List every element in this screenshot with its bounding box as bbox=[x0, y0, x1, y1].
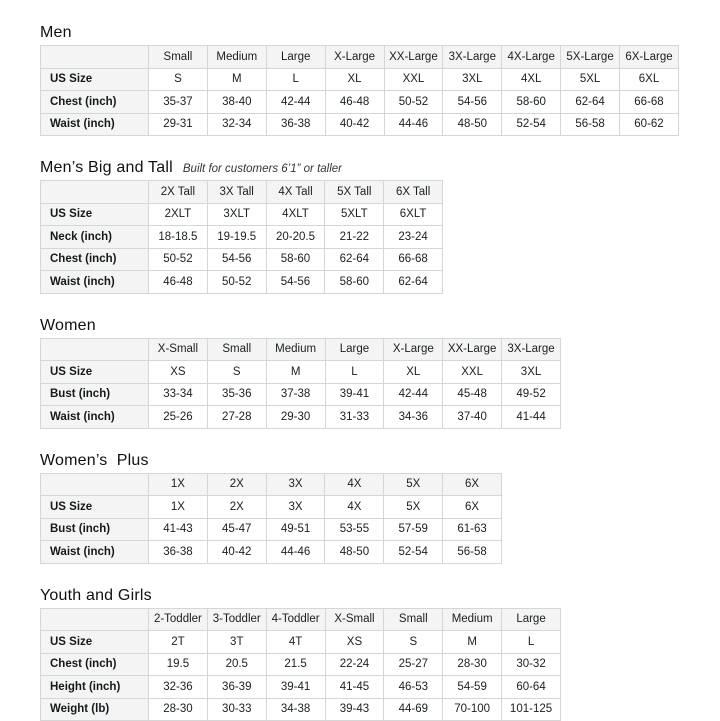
data-cell: 58-60 bbox=[266, 248, 325, 271]
data-cell: 57-59 bbox=[384, 518, 443, 541]
table-row bbox=[41, 271, 443, 294]
column-header: Small bbox=[149, 46, 208, 69]
row-label: US Size bbox=[41, 361, 149, 384]
data-cell: 32-34 bbox=[207, 113, 266, 136]
column-header: 6X-Large bbox=[620, 46, 679, 69]
mens-big-and-tall-section bbox=[40, 159, 700, 294]
data-cell: XS bbox=[149, 361, 208, 384]
data-cell: 62-64 bbox=[325, 248, 384, 271]
table-row bbox=[41, 496, 502, 519]
row-label: Bust (inch) bbox=[41, 383, 149, 406]
header-row bbox=[41, 46, 679, 69]
women-section bbox=[40, 317, 700, 429]
data-cell: 35-37 bbox=[149, 91, 208, 114]
data-cell: XL bbox=[325, 68, 384, 91]
data-cell: 2T bbox=[149, 631, 208, 654]
data-cell: 54-56 bbox=[443, 91, 502, 114]
column-header: Large bbox=[266, 46, 325, 69]
column-header: Medium bbox=[207, 46, 266, 69]
data-cell: 39-41 bbox=[266, 676, 325, 699]
row-label: Chest (inch) bbox=[41, 91, 149, 114]
row-label: Bust (inch) bbox=[41, 518, 149, 541]
data-cell: 101-125 bbox=[502, 698, 561, 721]
table-row bbox=[41, 698, 561, 721]
data-cell: 29-30 bbox=[266, 406, 325, 429]
data-cell: 22-24 bbox=[325, 653, 384, 676]
women-size-table bbox=[40, 338, 561, 429]
data-cell: M bbox=[207, 68, 266, 91]
column-header: XX-Large bbox=[443, 338, 502, 361]
data-cell: 34-38 bbox=[266, 698, 325, 721]
column-header: 2X Tall bbox=[149, 181, 208, 204]
data-cell: 48-50 bbox=[443, 113, 502, 136]
column-header: Large bbox=[325, 338, 384, 361]
data-cell: 42-44 bbox=[266, 91, 325, 114]
data-cell: 37-38 bbox=[266, 383, 325, 406]
womens-plus-size-table bbox=[40, 473, 502, 564]
column-header: Medium bbox=[266, 338, 325, 361]
data-cell: 6XLT bbox=[384, 203, 443, 226]
youth-and-girls-size-table bbox=[40, 608, 561, 721]
row-label: Height (inch) bbox=[41, 676, 149, 699]
header-row bbox=[41, 473, 502, 496]
column-header: 3X-Large bbox=[443, 46, 502, 69]
column-header: 6X Tall bbox=[384, 181, 443, 204]
data-cell: 44-46 bbox=[384, 113, 443, 136]
data-cell: 54-56 bbox=[266, 271, 325, 294]
data-cell: 36-38 bbox=[266, 113, 325, 136]
data-cell: 52-54 bbox=[384, 541, 443, 564]
data-cell: XXL bbox=[443, 361, 502, 384]
data-cell: 50-52 bbox=[149, 248, 208, 271]
data-cell: 56-58 bbox=[561, 113, 620, 136]
women-title-row bbox=[40, 317, 700, 334]
column-header: 4-Toddler bbox=[266, 608, 325, 631]
data-cell: 28-30 bbox=[149, 698, 208, 721]
section-title-womens-plus: Women’s Plus bbox=[40, 452, 149, 469]
column-header: 2-Toddler bbox=[149, 608, 208, 631]
data-cell: 46-48 bbox=[325, 91, 384, 114]
data-cell: 60-64 bbox=[502, 676, 561, 699]
data-cell: 27-28 bbox=[207, 406, 266, 429]
data-cell: 30-33 bbox=[207, 698, 266, 721]
section-title-women: Women bbox=[40, 317, 96, 334]
corner-cell bbox=[41, 181, 149, 204]
table-row bbox=[41, 91, 679, 114]
data-cell: 20.5 bbox=[207, 653, 266, 676]
column-header: 3X bbox=[266, 473, 325, 496]
data-cell: 62-64 bbox=[384, 271, 443, 294]
data-cell: 39-43 bbox=[325, 698, 384, 721]
table-row bbox=[41, 113, 679, 136]
row-label: Waist (inch) bbox=[41, 406, 149, 429]
header-row bbox=[41, 338, 561, 361]
data-cell: 62-64 bbox=[561, 91, 620, 114]
corner-cell bbox=[41, 338, 149, 361]
column-header: 5X-Large bbox=[561, 46, 620, 69]
data-cell: 44-46 bbox=[266, 541, 325, 564]
data-cell: 41-44 bbox=[502, 406, 561, 429]
row-label: Chest (inch) bbox=[41, 248, 149, 271]
table-row bbox=[41, 518, 502, 541]
table-row bbox=[41, 676, 561, 699]
mens-big-and-tall-title-row bbox=[40, 159, 700, 176]
corner-cell bbox=[41, 46, 149, 69]
data-cell: 38-40 bbox=[207, 91, 266, 114]
data-cell: XXL bbox=[384, 68, 443, 91]
data-cell: 4XL bbox=[502, 68, 561, 91]
data-cell: 2XLT bbox=[149, 203, 208, 226]
data-cell: 21.5 bbox=[266, 653, 325, 676]
section-title-mens-big-and-tall: Men’s Big and Tall bbox=[40, 159, 173, 176]
section-title-men: Men bbox=[40, 24, 72, 41]
data-cell: S bbox=[149, 68, 208, 91]
mens-big-and-tall-subtitle: Built for customers 6’1” or taller bbox=[183, 163, 342, 175]
table-row bbox=[41, 541, 502, 564]
data-cell: 3T bbox=[207, 631, 266, 654]
data-cell: 3XL bbox=[502, 361, 561, 384]
column-header: 3X Tall bbox=[207, 181, 266, 204]
data-cell: 58-60 bbox=[325, 271, 384, 294]
corner-cell bbox=[41, 473, 149, 496]
data-cell: 37-40 bbox=[443, 406, 502, 429]
data-cell: 4XLT bbox=[266, 203, 325, 226]
table-row bbox=[41, 226, 443, 249]
data-cell: 5XLT bbox=[325, 203, 384, 226]
men-section bbox=[40, 24, 700, 136]
column-header: X-Small bbox=[149, 338, 208, 361]
data-cell: 25-27 bbox=[384, 653, 443, 676]
section-title-youth-and-girls: Youth and Girls bbox=[40, 587, 152, 604]
data-cell: 54-56 bbox=[207, 248, 266, 271]
data-cell: M bbox=[266, 361, 325, 384]
data-cell: 42-44 bbox=[384, 383, 443, 406]
data-cell: 2X bbox=[207, 496, 266, 519]
data-cell: 4X bbox=[325, 496, 384, 519]
data-cell: 33-34 bbox=[149, 383, 208, 406]
table-row bbox=[41, 361, 561, 384]
data-cell: 70-100 bbox=[443, 698, 502, 721]
data-cell: 6X bbox=[443, 496, 502, 519]
table-row bbox=[41, 68, 679, 91]
data-cell: 1X bbox=[149, 496, 208, 519]
data-cell: 3XLT bbox=[207, 203, 266, 226]
data-cell: 56-58 bbox=[443, 541, 502, 564]
data-cell: 5XL bbox=[561, 68, 620, 91]
data-cell: 36-39 bbox=[207, 676, 266, 699]
data-cell: 39-41 bbox=[325, 383, 384, 406]
data-cell: 20-20.5 bbox=[266, 226, 325, 249]
data-cell: 45-48 bbox=[443, 383, 502, 406]
data-cell: 58-60 bbox=[502, 91, 561, 114]
youth-and-girls-section bbox=[40, 587, 700, 721]
header-row bbox=[41, 608, 561, 631]
data-cell: 3XL bbox=[443, 68, 502, 91]
header-row bbox=[41, 181, 443, 204]
men-title-row bbox=[40, 24, 700, 41]
data-cell: M bbox=[443, 631, 502, 654]
data-cell: 66-68 bbox=[384, 248, 443, 271]
data-cell: 41-45 bbox=[325, 676, 384, 699]
data-cell: 44-69 bbox=[384, 698, 443, 721]
column-header: 3X-Large bbox=[502, 338, 561, 361]
column-header: 5X bbox=[384, 473, 443, 496]
data-cell: S bbox=[384, 631, 443, 654]
data-cell: 46-53 bbox=[384, 676, 443, 699]
data-cell: 49-52 bbox=[502, 383, 561, 406]
data-cell: 50-52 bbox=[207, 271, 266, 294]
data-cell: 19-19.5 bbox=[207, 226, 266, 249]
data-cell: XS bbox=[325, 631, 384, 654]
column-header: 1X bbox=[149, 473, 208, 496]
womens-plus-section bbox=[40, 452, 700, 564]
column-header: X-Large bbox=[384, 338, 443, 361]
row-label: Waist (inch) bbox=[41, 271, 149, 294]
men-size-table bbox=[40, 45, 679, 136]
youth-and-girls-title-row bbox=[40, 587, 700, 604]
data-cell: 45-47 bbox=[207, 518, 266, 541]
row-label: US Size bbox=[41, 631, 149, 654]
row-label: Weight (lb) bbox=[41, 698, 149, 721]
data-cell: 46-48 bbox=[149, 271, 208, 294]
column-header: 2X bbox=[207, 473, 266, 496]
column-header: 3-Toddler bbox=[207, 608, 266, 631]
data-cell: 66-68 bbox=[620, 91, 679, 114]
data-cell: 49-51 bbox=[266, 518, 325, 541]
data-cell: 53-55 bbox=[325, 518, 384, 541]
data-cell: XL bbox=[384, 361, 443, 384]
row-label: Neck (inch) bbox=[41, 226, 149, 249]
data-cell: 40-42 bbox=[325, 113, 384, 136]
column-header: XX-Large bbox=[384, 46, 443, 69]
column-header: Medium bbox=[443, 608, 502, 631]
data-cell: 54-59 bbox=[443, 676, 502, 699]
data-cell: L bbox=[266, 68, 325, 91]
data-cell: 48-50 bbox=[325, 541, 384, 564]
table-row bbox=[41, 203, 443, 226]
data-cell: L bbox=[325, 361, 384, 384]
data-cell: 3X bbox=[266, 496, 325, 519]
row-label: US Size bbox=[41, 496, 149, 519]
corner-cell bbox=[41, 608, 149, 631]
row-label: Chest (inch) bbox=[41, 653, 149, 676]
data-cell: 40-42 bbox=[207, 541, 266, 564]
table-row bbox=[41, 631, 561, 654]
column-header: Large bbox=[502, 608, 561, 631]
data-cell: L bbox=[502, 631, 561, 654]
data-cell: 36-38 bbox=[149, 541, 208, 564]
data-cell: 30-32 bbox=[502, 653, 561, 676]
data-cell: 5X bbox=[384, 496, 443, 519]
data-cell: 61-63 bbox=[443, 518, 502, 541]
row-label: Waist (inch) bbox=[41, 113, 149, 136]
data-cell: 29-31 bbox=[149, 113, 208, 136]
column-header: 4X bbox=[325, 473, 384, 496]
data-cell: 19.5 bbox=[149, 653, 208, 676]
table-row bbox=[41, 248, 443, 271]
data-cell: 35-36 bbox=[207, 383, 266, 406]
womens-plus-title-row bbox=[40, 452, 700, 469]
data-cell: 50-52 bbox=[384, 91, 443, 114]
column-header: 5X Tall bbox=[325, 181, 384, 204]
data-cell: 18-18.5 bbox=[149, 226, 208, 249]
data-cell: S bbox=[207, 361, 266, 384]
data-cell: 28-30 bbox=[443, 653, 502, 676]
data-cell: 52-54 bbox=[502, 113, 561, 136]
data-cell: 4T bbox=[266, 631, 325, 654]
row-label: US Size bbox=[41, 203, 149, 226]
data-cell: 34-36 bbox=[384, 406, 443, 429]
data-cell: 32-36 bbox=[149, 676, 208, 699]
table-row bbox=[41, 406, 561, 429]
data-cell: 41-43 bbox=[149, 518, 208, 541]
column-header: X-Large bbox=[325, 46, 384, 69]
column-header: 6X bbox=[443, 473, 502, 496]
data-cell: 23-24 bbox=[384, 226, 443, 249]
column-header: 4X Tall bbox=[266, 181, 325, 204]
table-row bbox=[41, 383, 561, 406]
data-cell: 60-62 bbox=[620, 113, 679, 136]
column-header: 4X-Large bbox=[502, 46, 561, 69]
data-cell: 21-22 bbox=[325, 226, 384, 249]
table-row bbox=[41, 653, 561, 676]
row-label: US Size bbox=[41, 68, 149, 91]
column-header: X-Small bbox=[325, 608, 384, 631]
column-header: Small bbox=[207, 338, 266, 361]
data-cell: 25-26 bbox=[149, 406, 208, 429]
data-cell: 31-33 bbox=[325, 406, 384, 429]
row-label: Waist (inch) bbox=[41, 541, 149, 564]
data-cell: 6XL bbox=[620, 68, 679, 91]
column-header: Small bbox=[384, 608, 443, 631]
mens-big-and-tall-size-table bbox=[40, 180, 443, 294]
